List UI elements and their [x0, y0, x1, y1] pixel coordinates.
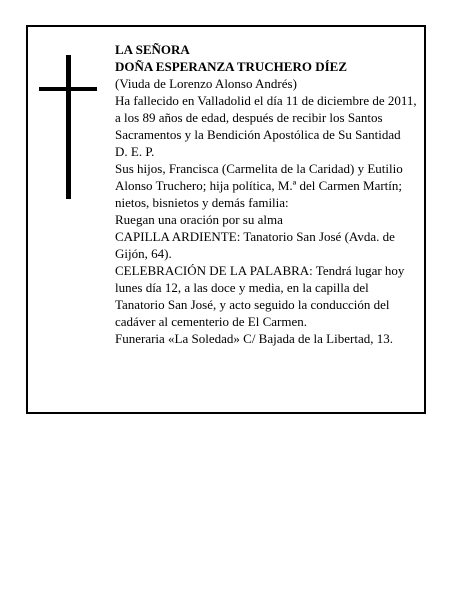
notice-title-line-1: LA SEÑORA [115, 42, 190, 57]
deceased-name: DOÑA ESPERANZA TRUCHERO DÍEZ [115, 59, 348, 74]
family-list: Sus hijos, Francisca (Carmelita de la Caridad) y Eutilio Alonso Truchero; hija política, M.ª del Carmen Martín; nietos, bisnietos y demás familia: [115, 161, 403, 210]
chapel-info: CAPILLA ARDIENTE: Tanatorio San José (Avda. de Gijón, 64). [115, 229, 395, 261]
notice-text [115, 41, 420, 347]
cross-vertical-bar [66, 55, 71, 199]
cross-horizontal-bar [39, 87, 97, 91]
death-announcement: Ha fallecido en Valladolid el día 11 de diciembre de 2011, a los 89 años de edad, después de recibir los Santos Sacramentos y la Bendición Apostólica de Su Santidad [115, 93, 417, 142]
prayer-request: Ruegan una oración por su alma [115, 212, 283, 227]
celebration-info: CELEBRACIÓN DE LA PALABRA: Tendrá lugar hoy lunes día 12, a las doce y media, en la capilla del Tanatorio San José, y acto seguido la conducción del cadáver al cementerio de El Carmen. [115, 263, 405, 329]
obituary-notice [26, 25, 426, 414]
widow-of-line: (Viuda de Lorenzo Alonso Andrés) [115, 76, 297, 91]
cross-icon [39, 55, 97, 199]
funeral-home-info: Funeraria «La Soledad» C/ Bajada de la Libertad, 13. [115, 331, 393, 346]
dep-line: D. E. P. [115, 144, 155, 159]
